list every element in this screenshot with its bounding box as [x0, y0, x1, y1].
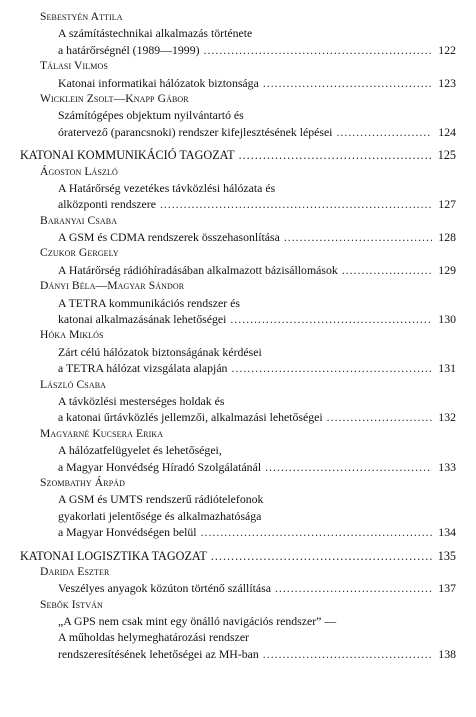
toc-title-line [20, 409, 456, 425]
toc-title-line [20, 646, 456, 662]
toc-title-line [20, 196, 456, 212]
dot-leader [284, 229, 432, 245]
page-number: 122 [438, 42, 456, 57]
toc-author-line [20, 213, 456, 229]
toc-title-text: „A GPS nem csak mint egy önálló navigációs rendszer” — [58, 614, 337, 629]
toc-title-text: katonai alkalmazásának lehetőségei [58, 312, 227, 327]
dot-leader [342, 262, 432, 278]
toc-title-text: A TETRA kommunikációs rendszer és [58, 295, 240, 310]
toc-title-text: a TETRA hálózat vizsgálata alapján [58, 361, 228, 376]
toc-title-text: A GSM és UMTS rendszerű rádiótelefonok [58, 492, 264, 507]
toc-author-line [20, 426, 456, 442]
toc-section-line [20, 548, 456, 564]
toc-title-line [20, 180, 456, 196]
page-number: 135 [437, 548, 456, 563]
section-spacer [20, 541, 456, 546]
toc-title-text: óratervező (parancsnoki) rendszer kifejlesztésének lépései [58, 124, 333, 139]
toc-author-text: Darida Eszter [40, 564, 110, 578]
toc-author-line [20, 475, 456, 491]
toc-author-line [20, 9, 456, 25]
dot-leader [263, 646, 432, 662]
toc-author-text: Szombathy Árpád [40, 475, 126, 489]
dot-leader [275, 580, 432, 596]
toc-author-line [20, 597, 456, 613]
table-of-contents [20, 9, 456, 662]
toc-title-text: A GSM és CDMA rendszerek összehasonlítása [58, 230, 280, 245]
dot-leader [204, 42, 432, 58]
toc-title-line [20, 42, 456, 58]
toc-title-line [20, 107, 456, 123]
toc-author-line [20, 564, 456, 580]
toc-title-line [20, 508, 456, 524]
page-number: 125 [437, 148, 456, 163]
toc-title-text: a határőrségnél (1989—1999) [58, 42, 200, 57]
toc-title-line [20, 262, 456, 278]
toc-author-line [20, 58, 456, 74]
toc-title-text: A műholdas helymeghatározási rendszer [58, 630, 249, 645]
toc-title-text: A számítástechnikai alkalmazás története [58, 26, 253, 41]
toc-title-line [20, 229, 456, 245]
dot-leader [239, 147, 432, 163]
toc-section-text: KATONAI LOGISZTIKA TAGOZAT [20, 548, 207, 563]
toc-section-line [20, 147, 456, 163]
toc-title-text: A Határőrség vezetékes távközlési hálózata és [58, 180, 276, 195]
toc-author-text: Czukor Gergely [40, 246, 119, 260]
toc-author-line [20, 377, 456, 393]
toc-author-text: Magyarné Kucsera Erika [40, 426, 164, 440]
toc-title-text: Katonai informatikai hálózatok biztonsága [58, 75, 259, 90]
toc-title-line [20, 75, 456, 91]
toc-title-line [20, 295, 456, 311]
dot-leader [231, 360, 432, 376]
toc-title-line [20, 393, 456, 409]
toc-title-line [20, 629, 456, 645]
toc-title-line [20, 124, 456, 140]
toc-author-line [20, 278, 456, 294]
dot-leader [160, 196, 432, 212]
toc-author-text: Wicklein Zsolt—Knapp Gábor [40, 91, 189, 105]
toc-title-text: a Magyar Honvédség Híradó Szolgálatánál [58, 459, 262, 474]
page-number: 123 [438, 75, 456, 90]
toc-title-text: Veszélyes anyagok közúton történő szállítása [58, 581, 271, 596]
toc-author-line [20, 327, 456, 343]
dot-leader [201, 524, 432, 540]
dot-leader [230, 311, 432, 327]
page-number: 132 [438, 410, 456, 425]
toc-title-text: alközponti rendszere [58, 197, 156, 212]
toc-title-text: A hálózatfelügyelet és lehetőségei, [58, 443, 222, 458]
toc-title-text: A Határőrség rádióhíradásában alkalmazott bázisállomások [58, 262, 338, 277]
toc-title-line [20, 311, 456, 327]
page-number: 138 [438, 646, 456, 661]
dot-leader [211, 548, 432, 564]
toc-author-text: Tálasi Vilmos [40, 59, 108, 73]
toc-title-line [20, 580, 456, 596]
dot-leader [336, 124, 432, 140]
page-number: 131 [438, 361, 456, 376]
page-number: 130 [438, 312, 456, 327]
page-number: 134 [438, 525, 456, 540]
dot-leader [265, 459, 432, 475]
toc-title-text: a katonai űrtávközlés jellemzői, alkalmazási lehetőségei [58, 410, 323, 425]
dot-leader [263, 75, 432, 91]
toc-title-line [20, 344, 456, 360]
toc-author-line [20, 91, 456, 107]
page-number: 124 [438, 124, 456, 139]
toc-author-text: Sebők István [40, 597, 103, 611]
toc-author-text: Ágoston László [40, 164, 118, 178]
toc-author-line [20, 245, 456, 261]
toc-title-line [20, 491, 456, 507]
toc-title-text: Számítógépes objektum nyilvántartó és [58, 108, 244, 123]
toc-author-line [20, 164, 456, 180]
page-number: 127 [438, 197, 456, 212]
page-number: 137 [438, 581, 456, 596]
toc-title-text: gyakorlati jelentősége és alkalmazhatósága [58, 508, 262, 523]
toc-section-text: KATONAI KOMMUNIKÁCIÓ TAGOZAT [20, 148, 235, 163]
section-spacer [20, 140, 456, 145]
page-number: 128 [438, 230, 456, 245]
toc-title-text: A távközlési mesterséges holdak és [58, 393, 225, 408]
dot-leader [327, 409, 432, 425]
toc-title-text: a Magyar Honvédségen belül [58, 525, 197, 540]
toc-author-text: László Csaba [40, 377, 107, 391]
toc-author-text: Baranyai Csaba [40, 213, 118, 227]
toc-title-line [20, 360, 456, 376]
toc-title-line [20, 25, 456, 41]
page-number: 133 [438, 459, 456, 474]
toc-author-text: Dányi Béla—Magyar Sándor [40, 279, 185, 293]
toc-author-text: Hóka Miklós [40, 328, 104, 342]
toc-title-line [20, 613, 456, 629]
toc-title-line [20, 459, 456, 475]
toc-title-text: rendszeresítésének lehetőségei az MH-ban [58, 646, 259, 661]
toc-author-text: Sebestyén Attila [40, 10, 123, 23]
toc-title-line [20, 442, 456, 458]
toc-title-line [20, 524, 456, 540]
toc-title-text: Zárt célú hálózatok biztonságának kérdései [58, 344, 262, 359]
page-number: 129 [438, 262, 456, 277]
